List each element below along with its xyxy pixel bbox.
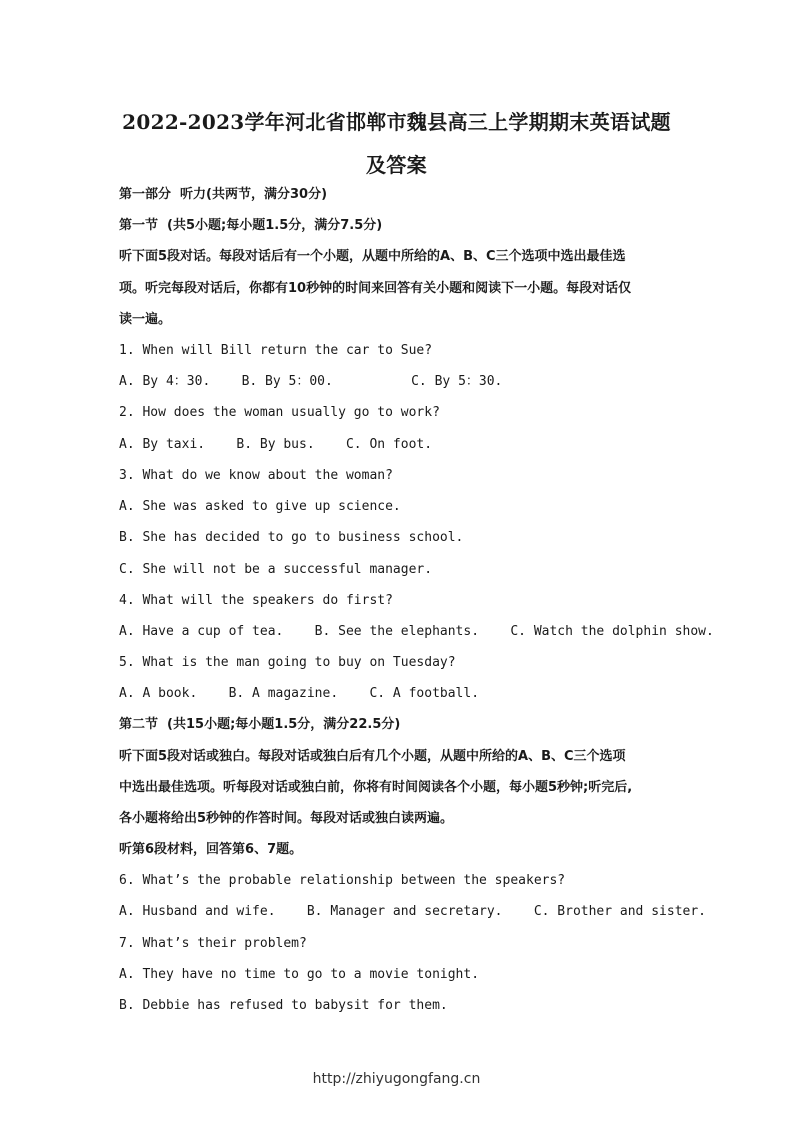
document-title-line2: 及答案 xyxy=(366,153,427,177)
question-5: 5. What is the man going to buy on Tuesday? xyxy=(119,655,456,670)
instructions-line: 项。听完每段对话后，你都有10秒钟的时间来回答有关小题和阅读下一小题。每段对话仅 xyxy=(119,281,632,296)
question-3-option-b: B. She has decided to go to business school. xyxy=(119,530,464,545)
document-title-line1: 2022-2023学年河北省邯郸市魏县高三上学期期末英语试题 xyxy=(122,110,671,134)
question-7: 7. What’s their problem? xyxy=(119,936,307,951)
question-7-option-b: B. Debbie has refused to babysit for them. xyxy=(119,998,448,1013)
question-6-options: A. Husband and wife. B. Manager and secretary. C. Brother and sister. xyxy=(119,904,706,919)
question-4: 4. What will the speakers do first? xyxy=(119,593,393,608)
question-3: 3. What do we know about the woman? xyxy=(119,468,393,483)
section-heading-part1-sec1: 第一节 (共5小题;每小题1.5分，满分7.5分) xyxy=(119,218,383,233)
footer-url: http://zhiyugongfang.cn xyxy=(312,1071,481,1087)
question-1-options: A. By 4：30. B. By 5：00. C. By 5：30. xyxy=(119,374,503,389)
section-heading-part1-sec2: 第二节 (共15小题;每小题1.5分，满分22.5分) xyxy=(119,717,401,732)
question-4-options: A. Have a cup of tea. B. See the elephants. C. Watch the dolphin show. xyxy=(119,624,714,639)
instructions-line: 听下面5段对话或独白。每段对话或独白后有几个小题，从题中所给的A、B、C三个选项 xyxy=(119,749,626,764)
question-5-options: A. A book. B. A magazine. C. A football. xyxy=(119,686,480,701)
question-7-option-a: A. They have no time to go to a movie tonight. xyxy=(119,967,480,982)
question-6: 6. What’s the probable relationship between the speakers? xyxy=(119,873,566,888)
question-1: 1. When will Bill return the car to Sue? xyxy=(119,343,433,358)
instructions-line: 中选出最佳选项。听每段对话或独白前，你将有时间阅读各个小题，每小题5秒钟;听完后, xyxy=(119,780,633,795)
question-2: 2. How does the woman usually go to work? xyxy=(119,405,440,420)
question-3-option-c: C. She will not be a successful manager. xyxy=(119,562,433,577)
question-3-option-a: A. She was asked to give up science. xyxy=(119,499,401,514)
instructions-line: 读一遍。 xyxy=(119,312,172,327)
question-2-options: A. By taxi. B. By bus. C. On foot. xyxy=(119,437,433,452)
section-heading-part1: 第一部分 听力(共两节，满分30分) xyxy=(119,187,328,202)
instructions-line: 听下面5段对话。每段对话后有一个小题，从题中所给的A、B、C三个选项中选出最佳选 xyxy=(119,249,626,264)
instructions-line: 各小题将给出5秒钟的作答时间。每段对话或独白读两遍。 xyxy=(119,811,454,826)
material-heading: 听第6段材料，回答第6、7题。 xyxy=(119,842,303,857)
